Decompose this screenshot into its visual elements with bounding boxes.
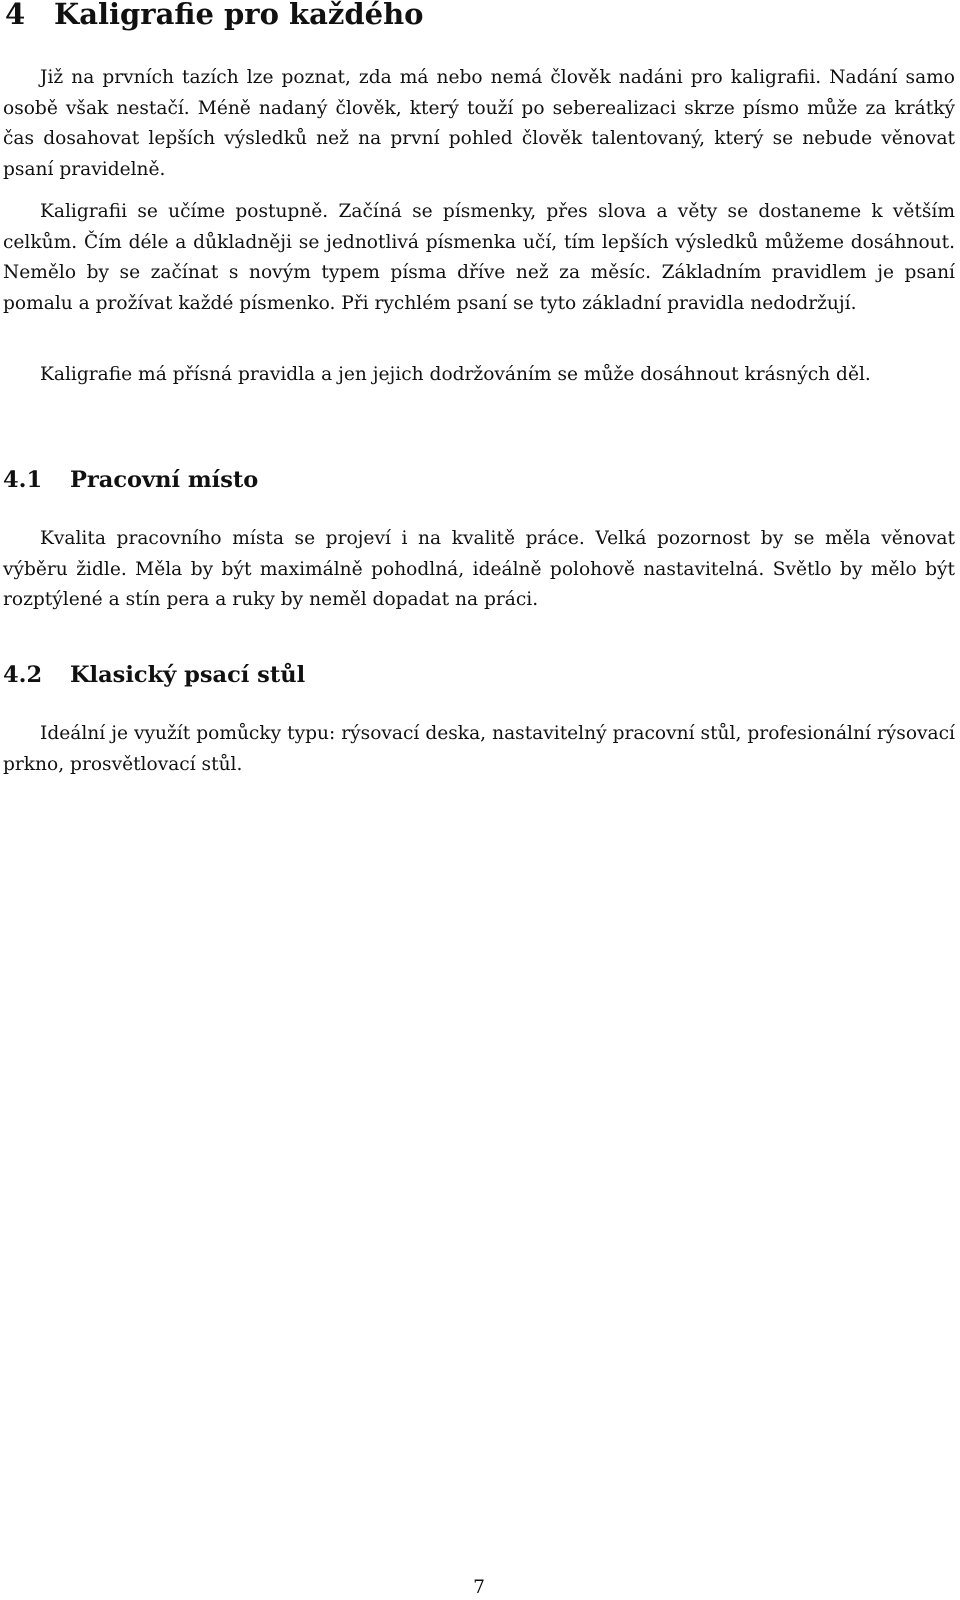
section-title: Klasický psací stůl (70, 662, 306, 688)
section-heading (3, 466, 258, 494)
paragraph: Již na prvních tazích lze poznat, zda má nebo nemá člověk nadáni pro kaligrafii. Nadání samo osobě však nestačí. Méně nadaný člověk, který touží po seberealizaci skrze písmo může za krátký čas dosahovat lepších výsledků než na první pohled člověk talentovaný, který se nebude věnovat psaní pravidelně. (3, 67, 955, 180)
paragraph: Kaligrafii se učíme postupně. Začíná se písmenky, přes slova a věty se dostaneme k větším celkům. Čím déle a důkladněji se jednotlivá písmenka učí, tím lepších výsledků můžeme dosáhnout. Nemělo by se začínat s novým typem písma dříve než za měsíc. Základním pravidlem je psaní pomalu a prožívat každé písmenko. Při rychlém psaní se tyto základní pravidla nedodržují. (3, 201, 955, 314)
section-number: 4.2 (3, 662, 43, 688)
section-title: Pracovní místo (70, 467, 259, 493)
chapter-heading (5, 0, 424, 31)
section-number: 4.1 (3, 467, 43, 493)
document-page (3, 0, 955, 1600)
chapter-title: Kaligrafie pro každého (54, 0, 424, 31)
section-heading (3, 661, 305, 689)
paragraph: Kaligrafie má přísná pravidla a jen jejich dodržováním se může dosáhnout krásných děl. (40, 364, 871, 385)
paragraph: Ideální je využít pomůcky typu: rýsovací deska, nastavitelný pracovní stůl, profesionální rýsovací prkno, prosvětlovací stůl. (3, 723, 955, 775)
chapter-number: 4 (5, 0, 26, 31)
page-number: 7 (473, 1577, 485, 1598)
paragraph: Kvalita pracovního místa se projeví i na kvalitě práce. Velká pozornost by se měla věnovat výběru židle. Měla by být maximálně pohodlná, ideálně polohově nastavitelná. Světlo by mělo být rozptýlené a stín pera a ruky by neměl dopadat na práci. (3, 528, 955, 611)
